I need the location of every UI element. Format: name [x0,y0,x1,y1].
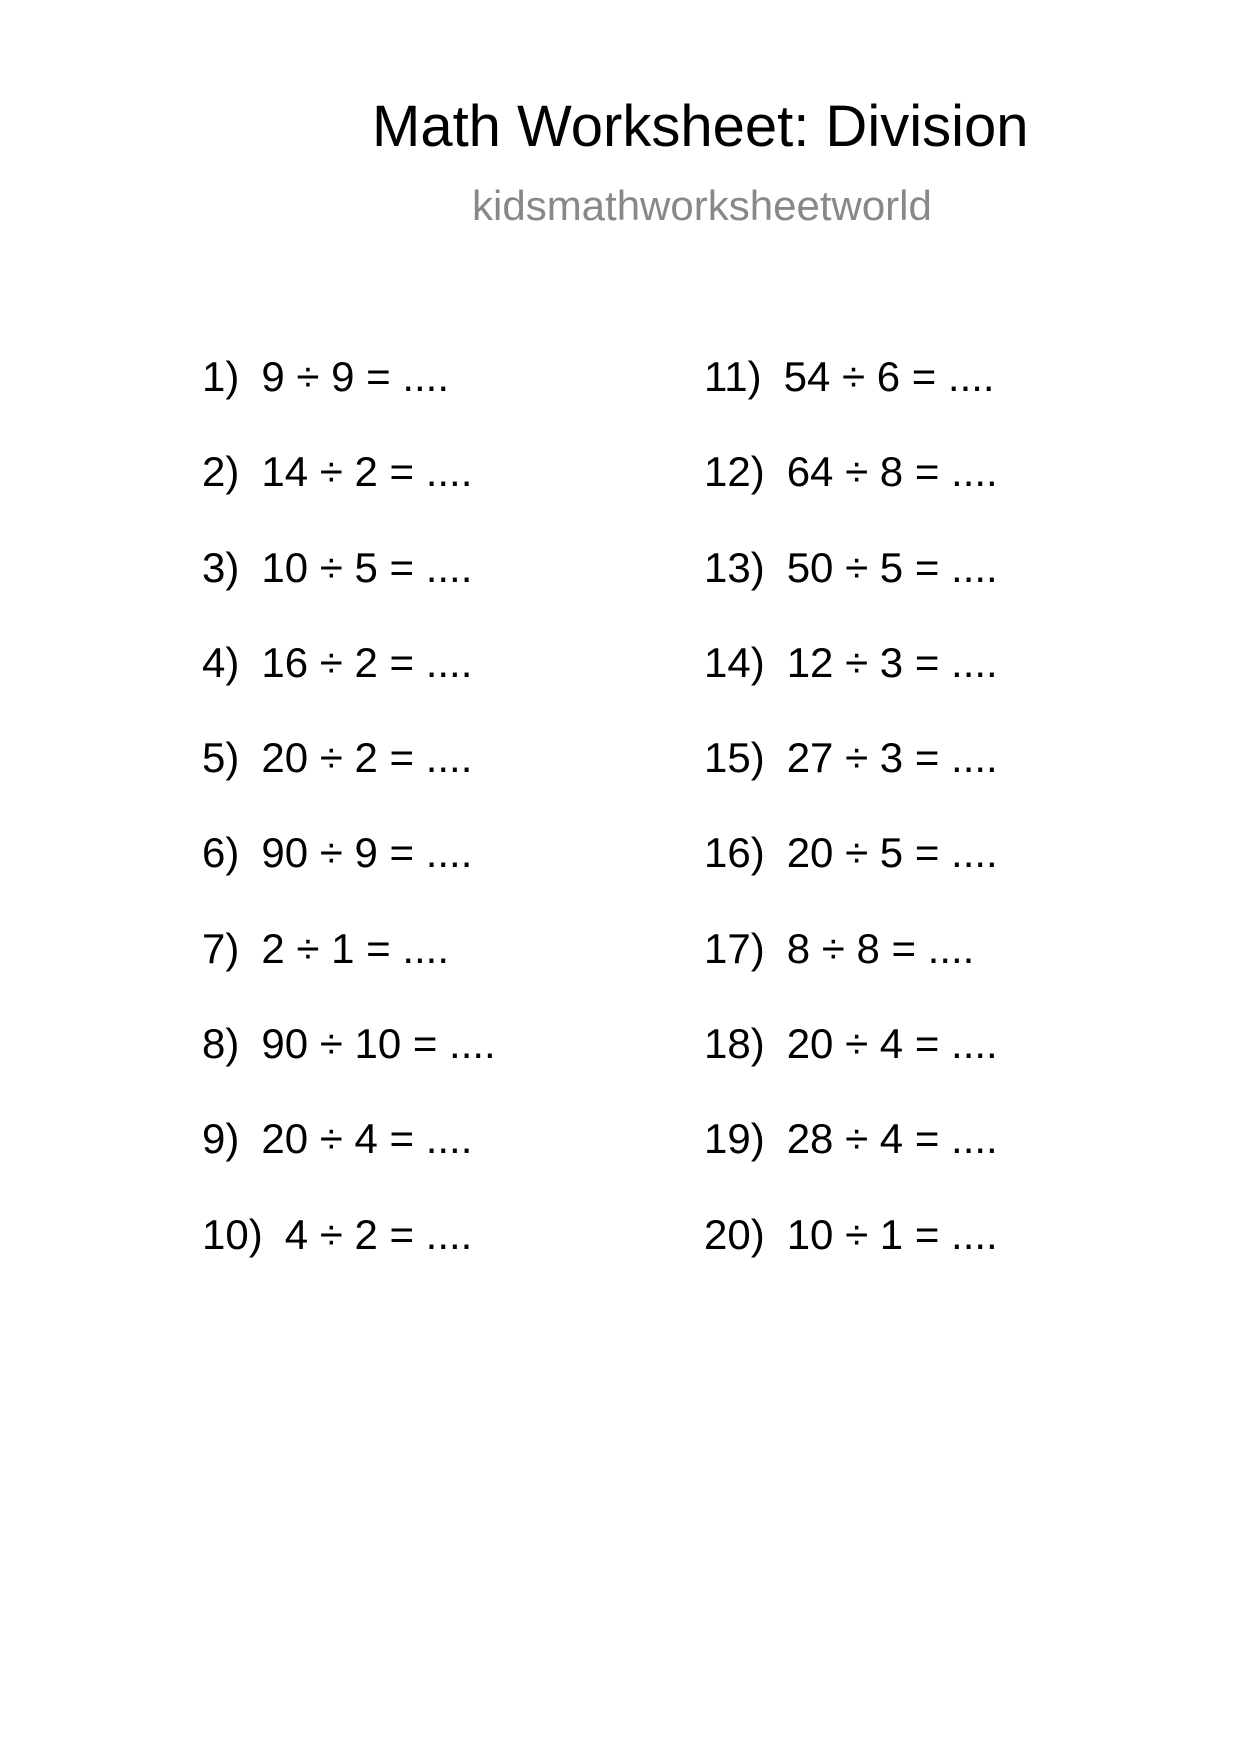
problem-item [202,1115,496,1213]
problem-number: 13) [704,543,765,591]
problem-number: 16) [704,829,765,877]
problem-number: 18) [704,1020,765,1068]
problem-number: 5) [202,734,240,782]
problem-number: 20) [704,1210,765,1258]
problem-expression: 12 ÷ 3 = .... [786,638,998,686]
problem-number: 19) [704,1115,765,1163]
problem-item [704,353,998,451]
problem-expression: 90 ÷ 9 = .... [261,829,473,877]
problem-item [202,448,496,546]
problem-expression: 20 ÷ 5 = .... [786,829,998,877]
problem-item [202,1020,496,1118]
problem-item [202,543,496,642]
problem-expression: 27 ÷ 3 = .... [786,734,998,782]
problem-number: 1) [202,353,240,400]
problem-item [704,829,998,927]
problem-item [704,448,998,546]
problem-number: 3) [202,543,240,591]
problem-item [704,1210,998,1309]
problem-item [202,924,496,1023]
problem-expression: 20 ÷ 2 = .... [261,734,473,782]
problem-item [202,829,496,927]
problem-item [704,543,998,642]
problems-left-column [202,353,496,1309]
problem-expression: 28 ÷ 4 = .... [786,1115,998,1163]
problem-expression: 2 ÷ 1 = .... [261,924,450,972]
problem-item [704,734,998,832]
problem-number: 14) [704,638,765,686]
problem-item [704,638,998,737]
problem-number: 17) [704,924,765,972]
problem-expression: 20 ÷ 4 = .... [786,1020,998,1068]
worksheet-subtitle: kidsmathworksheetworld [472,182,932,229]
problem-expression: 14 ÷ 2 = .... [261,448,473,496]
problem-expression: 20 ÷ 4 = .... [261,1115,473,1163]
problem-item [202,1210,496,1309]
problem-number: 6) [202,829,240,877]
problem-number: 15) [704,734,765,782]
problem-expression: 9 ÷ 9 = .... [261,353,450,400]
problem-item [704,1115,998,1213]
problem-expression: 50 ÷ 5 = .... [786,543,998,591]
problem-number: 7) [202,924,240,972]
problems-right-column [704,353,998,1309]
problem-number: 8) [202,1020,240,1068]
problem-expression: 8 ÷ 8 = .... [786,924,975,972]
problem-expression: 10 ÷ 5 = .... [261,543,473,591]
problem-item [704,924,998,1023]
problem-number: 11) [704,353,762,400]
problem-expression: 10 ÷ 1 = .... [786,1210,998,1258]
problem-item [704,1020,998,1118]
problem-expression: 90 ÷ 10 = .... [261,1020,496,1068]
problem-expression: 16 ÷ 2 = .... [261,638,473,686]
problem-item [202,353,496,451]
problem-item [202,734,496,832]
problem-number: 2) [202,448,240,496]
problem-expression: 4 ÷ 2 = .... [284,1210,473,1258]
worksheet-title: Math Worksheet: Division [372,94,1029,159]
problem-number: 10) [202,1210,263,1258]
problem-number: 9) [202,1115,240,1163]
problem-item [202,638,496,737]
problem-expression: 64 ÷ 8 = .... [786,448,998,496]
problem-number: 4) [202,638,240,686]
problem-number: 12) [704,448,765,496]
problem-expression: 54 ÷ 6 = .... [783,353,995,400]
